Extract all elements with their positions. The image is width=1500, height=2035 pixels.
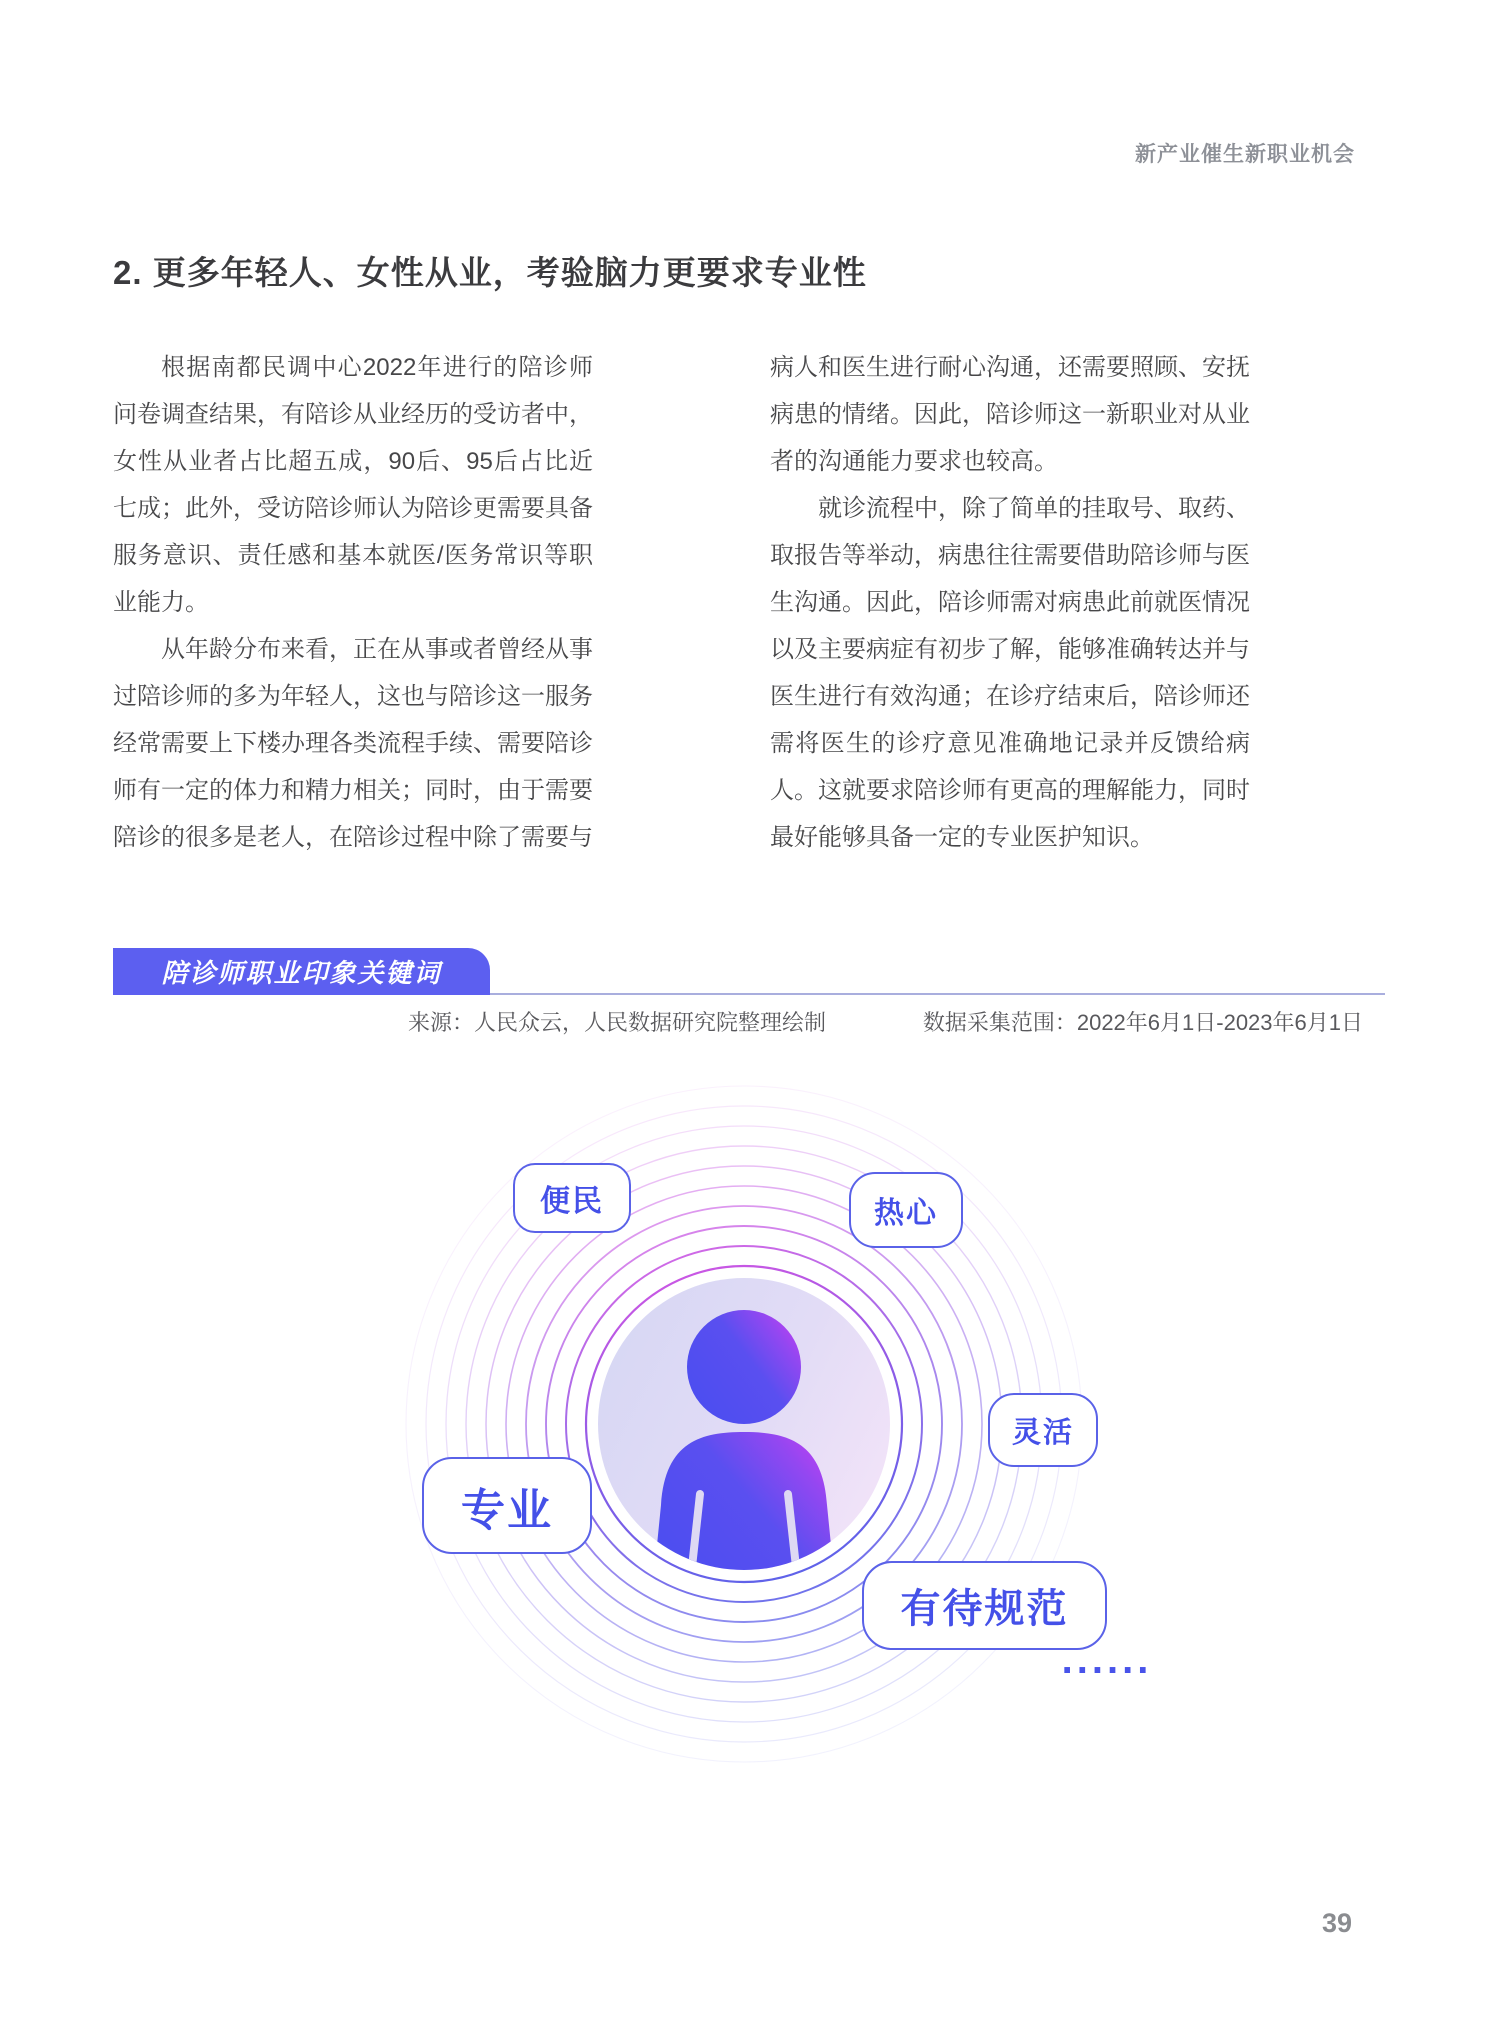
keyword-ellipsis: ...... — [1061, 1638, 1153, 1682]
figure-source: 来源：人民众云，人民数据研究院整理绘制 — [408, 1010, 827, 1035]
text-column-right — [770, 344, 1250, 861]
paragraph: 病人和医生进行耐心沟通，还需要照顾、安抚病患的情绪。因此，陪诊师这一新职业对从业者的沟通能力要求也较高。 — [770, 354, 1250, 475]
keyword-tag-bianmin: 便民 — [513, 1163, 631, 1233]
paragraph: 从年龄分布来看，正在从事或者曾经从事过陪诊师的多为年轻人，这也与陪诊这一服务经常需要上下楼办理各类流程手续、需要陪诊师有一定的体力和精力相关；同时，由于需要陪诊的很多是老人，在陪诊过程中除了需要与 — [113, 636, 593, 851]
keyword-tag-zhuanye: 专业 — [422, 1457, 592, 1554]
running-header: 新产业催生新职业机会 — [1135, 143, 1355, 166]
keyword-tag-rexin: 热心 — [849, 1172, 963, 1248]
figure-source-row — [113, 1006, 1385, 1038]
keyword-diagram — [0, 1075, 1500, 1795]
text-column-left — [113, 344, 593, 861]
keyword-tag-linghuo: 灵活 — [988, 1393, 1098, 1467]
paragraph: 根据南都民调中心2022年进行的陪诊师问卷调查结果，有陪诊从业经历的受访者中，女性从业者占比超五成，90后、95后占比近七成；此外，受访陪诊师认为陪诊更需要具备服务意识、责任感和基本就医/医务常识等职业能力。 — [113, 354, 593, 616]
figure-date-range: 数据采集范围：2022年6月1日-2023年6月1日 — [922, 1010, 1363, 1035]
section-heading: 2. 更多年轻人、女性从业，考验脑力更要求专业性 — [113, 254, 867, 291]
figure-title-badge: 陪诊师职业印象关键词 — [113, 948, 490, 995]
keyword-tag-youdaiguifan: 有待规范 — [862, 1561, 1107, 1650]
paragraph: 就诊流程中，除了简单的挂取号、取药、取报告等举动，病患往往需要借助陪诊师与医生沟通。因此，陪诊师需对病患此前就医情况以及主要病症有初步了解，能够准确转达并与医生进行有效沟通；在诊疗结束后，陪诊师还需将医生的诊疗意见准确地记录并反馈给病人。这就要求陪诊师有更高的理解能力，同时最好能够具备一定的专业医护知识。 — [770, 495, 1250, 851]
page-number: 39 — [1321, 1908, 1352, 1938]
